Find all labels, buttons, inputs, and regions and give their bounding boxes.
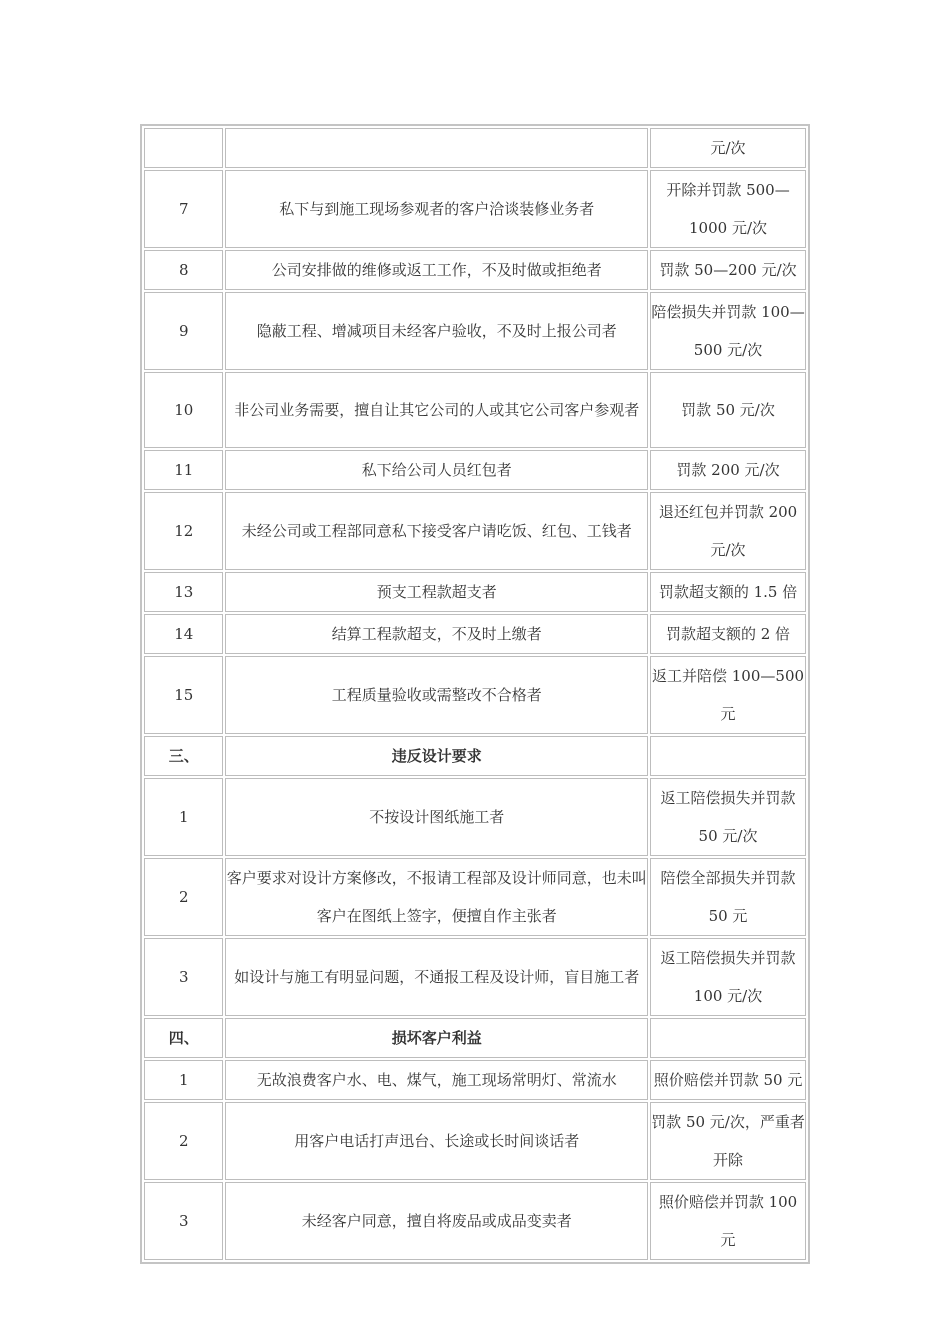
row-penalty	[650, 736, 806, 776]
row-penalty: 元/次	[650, 128, 806, 168]
penalty-table	[140, 124, 810, 1264]
row-description: 预支工程款超支者	[225, 572, 648, 612]
row-number: 四、	[144, 1018, 223, 1058]
row-description: 客户要求对设计方案修改，不报请工程部及设计师同意，也未叫客户在图纸上签字，便擅自作主张者	[225, 858, 648, 936]
table-row	[144, 1060, 806, 1100]
table-row	[144, 492, 806, 570]
row-number: 10	[144, 372, 223, 448]
row-number: 9	[144, 292, 223, 370]
row-description: 私下与到施工现场参观者的客户洽谈装修业务者	[225, 170, 648, 248]
row-description: 工程质量验收或需整改不合格者	[225, 656, 648, 734]
row-description: 无故浪费客户水、电、煤气，施工现场常明灯、常流水	[225, 1060, 648, 1100]
row-penalty: 退还红包并罚款 200 元/次	[650, 492, 806, 570]
row-penalty: 陪偿全部损失并罚款 50 元	[650, 858, 806, 936]
table-row	[144, 572, 806, 612]
row-penalty: 返工陪偿损失并罚款 100 元/次	[650, 938, 806, 1016]
section-row	[144, 1018, 806, 1058]
table-row	[144, 938, 806, 1016]
row-penalty: 照价赔偿并罚款 50 元	[650, 1060, 806, 1100]
row-description: 用客户电话打声迅台、长途或长时间谈话者	[225, 1102, 648, 1180]
row-number: 3	[144, 938, 223, 1016]
row-penalty: 罚款 200 元/次	[650, 450, 806, 490]
table-row	[144, 1182, 806, 1260]
row-penalty: 陪偿损失并罚款 100—500 元/次	[650, 292, 806, 370]
row-description: 私下给公司人员红包者	[225, 450, 648, 490]
row-description	[225, 128, 648, 168]
row-description: 隐蔽工程、增减项目未经客户验收，不及时上报公司者	[225, 292, 648, 370]
row-number: 14	[144, 614, 223, 654]
row-penalty: 开除并罚款 500—1000 元/次	[650, 170, 806, 248]
table-row	[144, 614, 806, 654]
row-penalty: 罚款 50 元/次	[650, 372, 806, 448]
row-description: 如设计与施工有明显问题，不通报工程及设计师，盲目施工者	[225, 938, 648, 1016]
row-penalty: 罚款 50 元/次，严重者开除	[650, 1102, 806, 1180]
row-description: 未经客户同意，擅自将废品或成品变卖者	[225, 1182, 648, 1260]
row-number: 三、	[144, 736, 223, 776]
row-number: 1	[144, 1060, 223, 1100]
table-row	[144, 450, 806, 490]
row-number: 15	[144, 656, 223, 734]
row-penalty	[650, 1018, 806, 1058]
row-description: 非公司业务需要，擅自让其它公司的人或其它公司客户参观者	[225, 372, 648, 448]
table-row	[144, 170, 806, 248]
table-row	[144, 292, 806, 370]
table-row	[144, 858, 806, 936]
row-penalty: 返工并陪偿 100—500 元	[650, 656, 806, 734]
row-number: 3	[144, 1182, 223, 1260]
row-description: 违反设计要求	[225, 736, 648, 776]
row-number: 1	[144, 778, 223, 856]
table-row	[144, 372, 806, 448]
row-number: 2	[144, 858, 223, 936]
row-description: 未经公司或工程部同意私下接受客户请吃饭、红包、工钱者	[225, 492, 648, 570]
table-row	[144, 1102, 806, 1180]
table-row	[144, 250, 806, 290]
row-number: 8	[144, 250, 223, 290]
penalty-table-body	[144, 128, 806, 1260]
row-description: 公司安排做的维修或返工工作，不及时做或拒绝者	[225, 250, 648, 290]
row-penalty: 返工陪偿损失并罚款 50 元/次	[650, 778, 806, 856]
row-penalty: 罚款超支额的 1.5 倍	[650, 572, 806, 612]
row-description: 结算工程款超支，不及时上缴者	[225, 614, 648, 654]
row-description: 不按设计图纸施工者	[225, 778, 648, 856]
row-description: 损坏客户利益	[225, 1018, 648, 1058]
row-number: 12	[144, 492, 223, 570]
row-penalty: 照价赔偿并罚款 100 元	[650, 1182, 806, 1260]
row-penalty: 罚款 50—200 元/次	[650, 250, 806, 290]
row-number: 11	[144, 450, 223, 490]
table-row	[144, 778, 806, 856]
row-number	[144, 128, 223, 168]
penalty-table-grid	[142, 126, 808, 1262]
row-number: 13	[144, 572, 223, 612]
section-row	[144, 736, 806, 776]
row-number: 7	[144, 170, 223, 248]
row-penalty: 罚款超支额的 2 倍	[650, 614, 806, 654]
row-number: 2	[144, 1102, 223, 1180]
table-row	[144, 656, 806, 734]
table-row	[144, 128, 806, 168]
